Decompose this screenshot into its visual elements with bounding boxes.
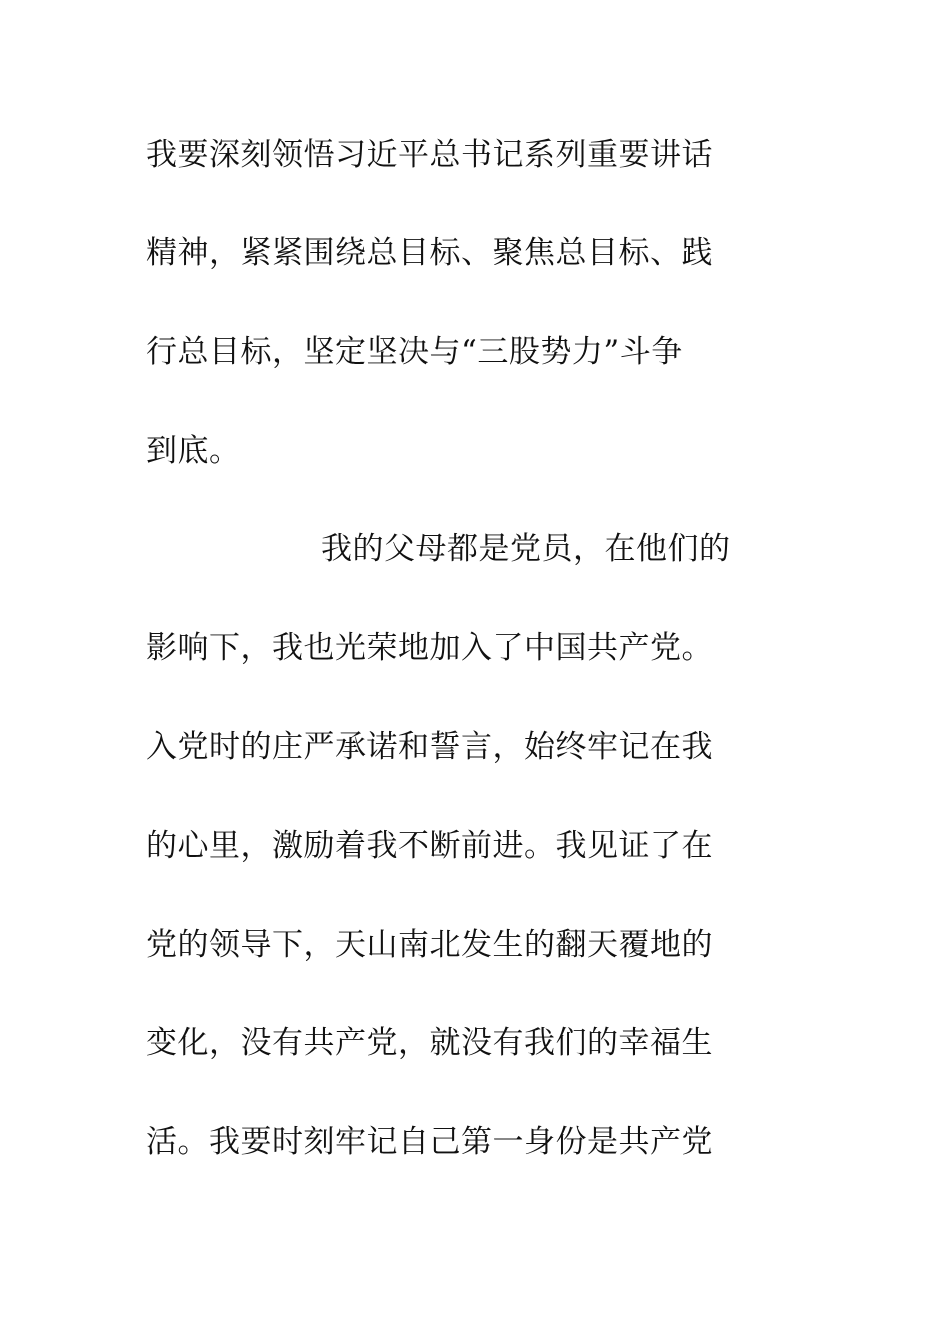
text-line: 到底。 (146, 433, 241, 469)
text-line: 影响下，我也光荣地加入了中国共产党。 (146, 630, 713, 666)
text-line: 的心里，激励着我不断前进。我见证了在 (146, 828, 713, 864)
text-line: 精神，紧紧围绕总目标、聚焦总目标、践 (146, 235, 713, 271)
text-line: 入党时的庄严承诺和誓言，始终牢记在我 (146, 729, 713, 765)
text-line: 我要深刻领悟习近平总书记系列重要讲话 (146, 137, 713, 173)
text-line: 行总目标，坚定坚决与“三股势力”斗争 (146, 334, 683, 370)
paragraph-start-line: 我的父母都是党员，在他们的 (321, 531, 731, 567)
text-line: 变化，没有共产党，就没有我们的幸福生 (146, 1025, 713, 1061)
text-line: 党的领导下，天山南北发生的翻天覆地的 (146, 927, 713, 963)
text-line: 活。我要时刻牢记自己第一身份是共产党 (146, 1124, 713, 1160)
